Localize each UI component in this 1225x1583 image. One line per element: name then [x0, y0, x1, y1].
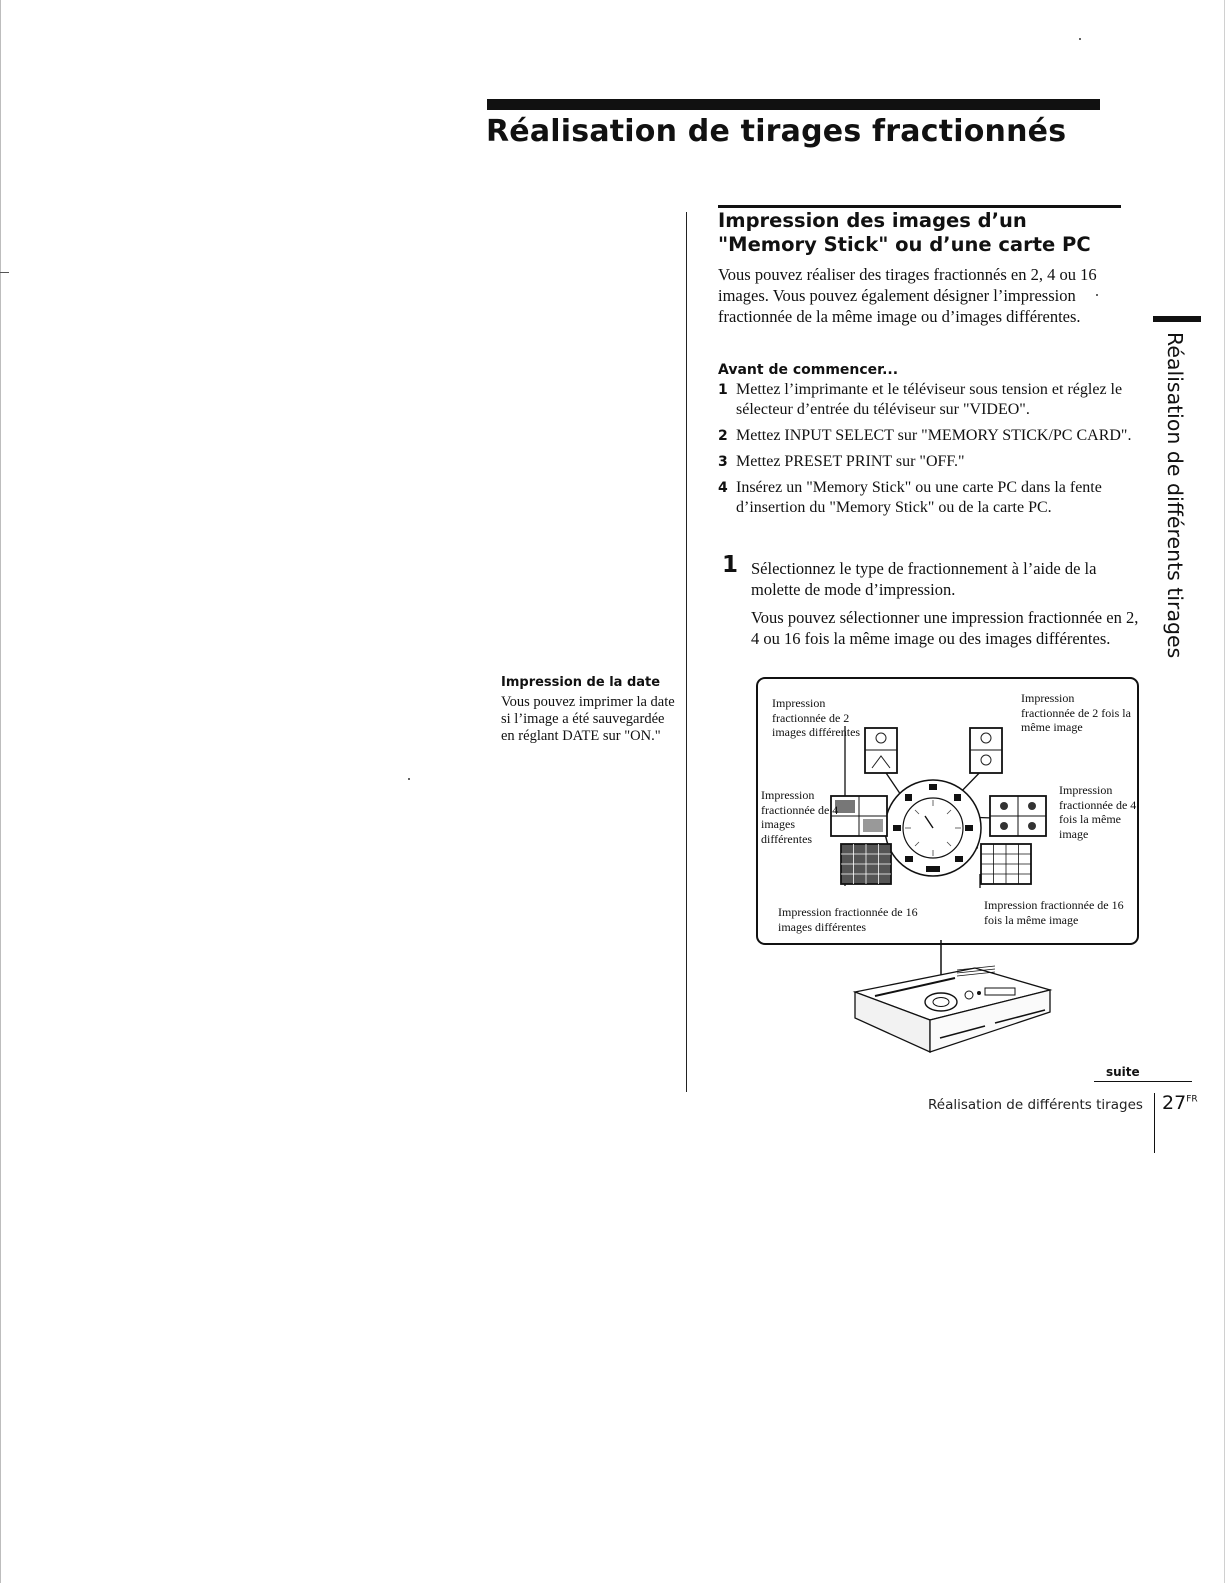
printer-illustration — [845, 940, 1060, 1070]
thumb-16-different — [841, 844, 891, 884]
list-number: 3 — [718, 454, 728, 470]
title-rule — [487, 99, 1100, 110]
step-number: 1 — [722, 552, 739, 578]
thumb-2-same — [970, 728, 1002, 773]
thumb-4-same — [990, 796, 1046, 836]
diagram-label-4-same: Impression fractionnée de 4 fois la même image — [1059, 783, 1137, 841]
footer-section: Réalisation de différents tirages — [928, 1097, 1143, 1113]
step-text: Sélectionnez le type de fractionnement à l’aide de la molette de mode d’impression. — [751, 559, 1097, 599]
footer-divider — [1154, 1093, 1155, 1153]
list-text: Insérez un "Memory Stick" ou une carte PC dans la fente d’insertion du "Memory Stick" ou de la carte PC. — [736, 479, 1102, 516]
diagram-label-16-same: Impression fractionnée de 16 fois la même image — [984, 898, 1124, 927]
before-heading: Avant de commencer... — [718, 362, 899, 378]
page-number-suffix: FR — [1186, 1094, 1198, 1105]
diagram-label-2-same: Impression fractionnée de 2 fois la même image — [1021, 691, 1131, 734]
continued-rule — [1094, 1081, 1192, 1082]
page-number — [1162, 1092, 1198, 1114]
step-note: Vous pouvez sélectionner une impression fractionnée en 2, 4 ou 16 fois la même image ou des images différentes. — [751, 608, 1139, 648]
section-rule — [718, 205, 1121, 208]
list-text: Mettez PRESET PRINT sur "OFF." — [736, 453, 965, 470]
list-item — [718, 380, 1138, 420]
page-edge-left — [0, 0, 1, 1583]
column-divider — [686, 212, 687, 1092]
chapter-tab: Réalisation de différents tirages — [1163, 332, 1187, 659]
diagram-label-4-different: Impression fractionnée de 4 images différentes — [761, 788, 839, 846]
sidebar-text: Vous pouvez imprimer la date si l’image a été sauvegardée en réglant DATE sur "ON." — [501, 694, 675, 744]
printer-led — [977, 991, 981, 995]
list-item — [718, 452, 1138, 472]
section-title: Impression des images d’un "Memory Stick" ou d’une carte PC — [718, 209, 1091, 256]
chapter-tab-bar — [1153, 316, 1201, 322]
list-item — [718, 478, 1138, 518]
page-title: Réalisation de tirages fractionnés — [486, 114, 1067, 149]
scan-speck — [408, 778, 410, 780]
thumb-16-same — [981, 844, 1031, 884]
list-number: 4 — [718, 480, 728, 496]
sidebar-heading: Impression de la date — [501, 675, 661, 690]
page-number-value: 27 — [1162, 1092, 1187, 1114]
preparation-list — [718, 380, 1138, 524]
list-number: 1 — [718, 382, 728, 398]
continued-label: suite — [1106, 1065, 1140, 1079]
margin-mark — [0, 272, 9, 273]
list-item — [718, 426, 1138, 446]
list-text: Mettez INPUT SELECT sur "MEMORY STICK/PC CARD". — [736, 427, 1132, 444]
section-intro: Vous pouvez réaliser des tirages fractionnés en 2, 4 ou 16 images. Vous pouvez également désigner l’impression fractionnée de la même image ou d’images différentes. — [718, 265, 1097, 326]
diagram-label-16-different: Impression fractionnée de 16 images différentes — [778, 905, 918, 934]
list-number: 2 — [718, 428, 728, 444]
printer-dial — [925, 993, 957, 1011]
list-text: Mettez l’imprimante et le téléviseur sous tension et réglez le sélecteur d’entrée du téléviseur sur "VIDEO". — [736, 381, 1123, 418]
diagram-label-2-different: Impression fractionnée de 2 images différentes — [772, 696, 861, 739]
scan-speck — [1079, 38, 1081, 40]
